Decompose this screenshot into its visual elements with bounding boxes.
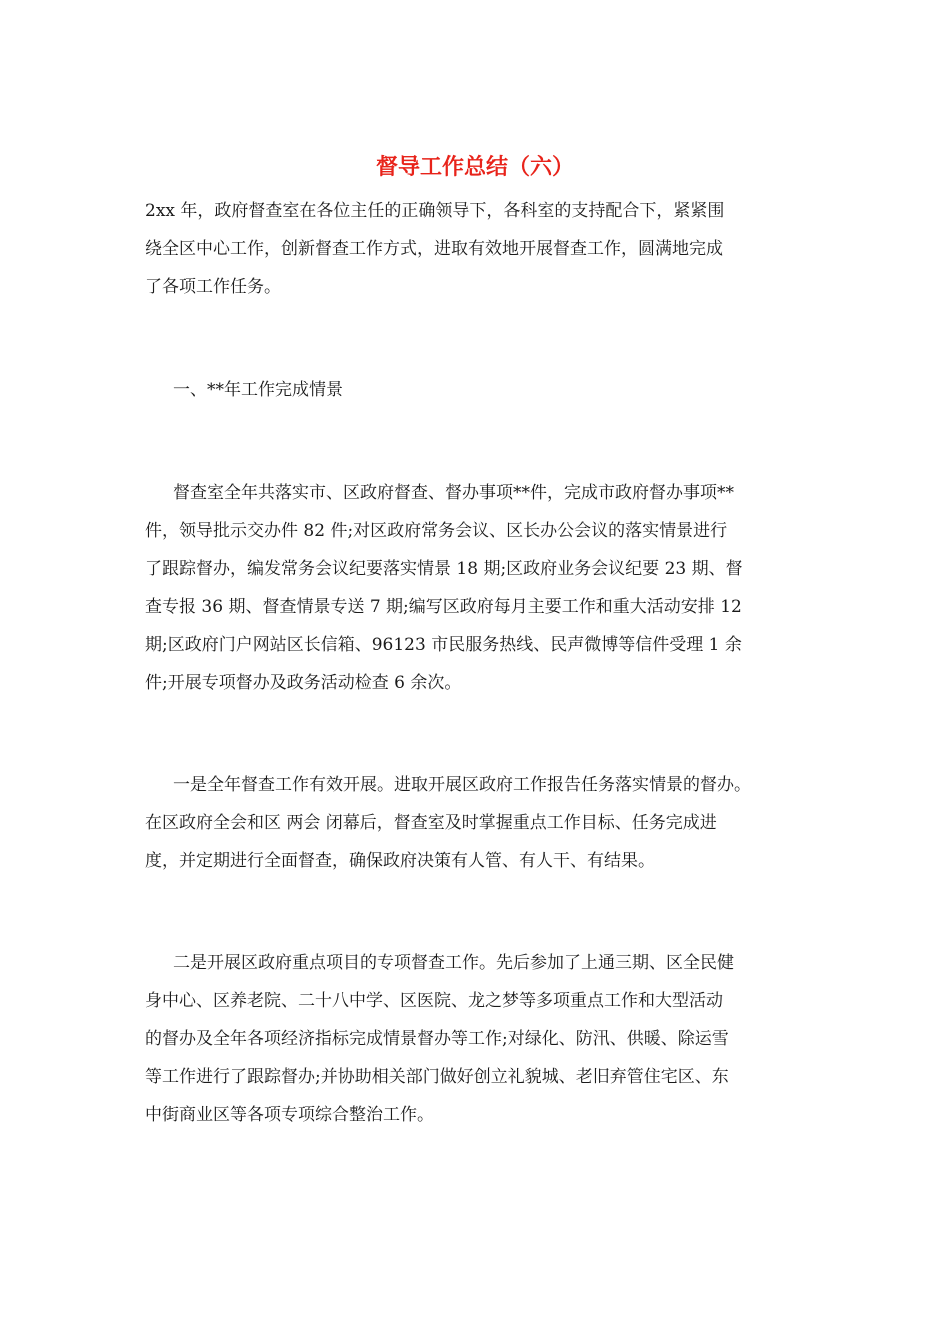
- paragraph-line: 等工作进行了跟踪督办;并协助相关部门做好创立礼貌城、老旧弃管住宅区、东: [145, 1067, 729, 1087]
- paragraph-line: 度，并定期进行全面督查，确保政府决策有人管、有人干、有结果。: [145, 851, 655, 871]
- intro-line: 了各项工作任务。: [145, 277, 281, 297]
- intro-line: 2xx 年，政府督查室在各位主任的正确领导下，各科室的支持配合下，紧紧围: [145, 201, 725, 221]
- paragraph-line: 二是开展区政府重点项目的专项督查工作。先后参加了上通三期、区全民健: [173, 953, 734, 973]
- paragraph-line: 的督办及全年各项经济指标完成情景督办等工作;对绿化、防汛、供暖、除运雪: [145, 1029, 729, 1049]
- intro-line: 绕全区中心工作，创新督查工作方式，进取有效地开展督查工作，圆满地完成: [145, 239, 723, 259]
- paragraph-line: 件，领导批示交办件 82 件;对区政府常务会议、区长办公会议的落实情景进行: [145, 521, 728, 541]
- section-heading: 一、**年工作完成情景: [173, 380, 343, 400]
- paragraph-line: 件;开展专项督办及政务活动检查 6 余次。: [145, 673, 462, 693]
- paragraph-line: 在区政府全会和区 两会 闭幕后，督查室及时掌握重点工作目标、任务完成进: [145, 813, 717, 833]
- paragraph-line: 查专报 36 期、督查情景专送 7 期;编写区政府每月主要工作和重大活动安排 12: [145, 597, 742, 617]
- paragraph-line: 了跟踪督办，编发常务会议纪要落实情景 18 期;区政府业务会议纪要 23 期、督: [145, 559, 743, 579]
- paragraph-line: 身中心、区养老院、二十八中学、区医院、龙之梦等多项重点工作和大型活动: [145, 991, 723, 1011]
- paragraph-line: 期;区政府门户网站区长信箱、96123 市民服务热线、民声微博等信件受理 1 余: [145, 635, 742, 655]
- document-title: 督导工作总结（六）: [375, 155, 574, 180]
- paragraph-line: 一是全年督查工作有效开展。进取开展区政府工作报告任务落实情景的督办。: [173, 775, 751, 795]
- paragraph-line: 中街商业区等各项专项综合整治工作。: [145, 1105, 434, 1125]
- paragraph-line: 督查室全年共落实市、区政府督查、督办事项**件，完成市政府督办事项**: [173, 483, 734, 503]
